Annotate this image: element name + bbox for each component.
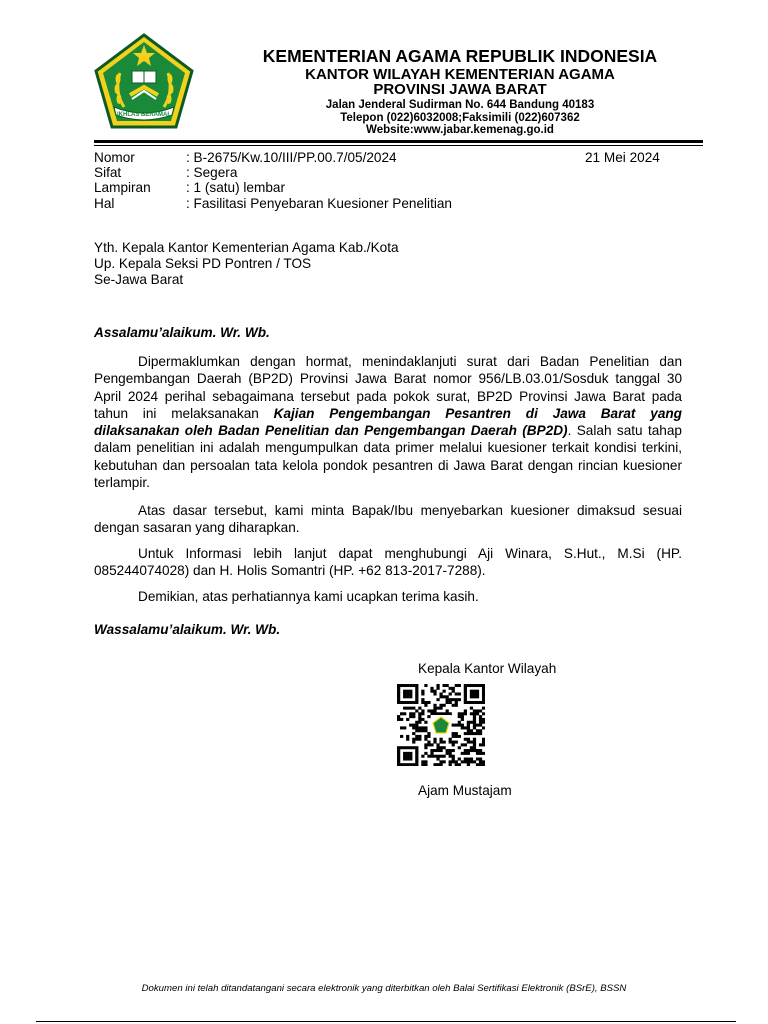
paragraph-line: Atas dasar tersebut, kami minta Bapak/Ibu menyebarkan kuesioner dimaksud sesuai	[138, 503, 682, 518]
greeting: Assalamu’alaikum. Wr. Wb.	[94, 325, 270, 340]
ministry-logo	[92, 33, 196, 131]
paragraph-text: tahun ini melaksanakan	[94, 405, 274, 421]
recipient-line: Se-Jawa Barat	[94, 272, 184, 287]
paragraph-line: 085244074028) dan H. Holis Somantri (HP. +62 813-2017-7288).	[94, 563, 486, 579]
paragraph-line: Pengembangan Daerah (BP2D) Provinsi Jawa Barat nomor 956/LB.03.01/Sosduk tanggal 30	[94, 371, 682, 387]
electronic-signature-note: Dokumen ini telah ditandatangani secara elektronik yang diterbitkan oleh Balai Sertifikasi Elektronik (BSrE), BSSN	[141, 983, 627, 994]
body-paragraph-3	[94, 545, 682, 580]
letterhead-phone: Telepon (022)6032008;Faksimili (022)607362	[340, 112, 580, 124]
letterhead-province: PROVINSI JAWA BARAT	[373, 81, 547, 98]
study-title-cont: dilaksanakan oleh Badan Penelitian dan Pengembangan Daerah (BP2D)	[94, 423, 568, 439]
body-paragraph-2	[94, 502, 682, 537]
recipient-line: Yth. Kepala Kantor Kementerian Agama Kab./Kota	[94, 240, 399, 255]
sifat-value: : Segera	[186, 165, 238, 180]
paragraph-line: Untuk Informasi lebih lanjut dapat menghubungi Aji Winara, S.Hut., M.Si (HP.	[138, 546, 682, 561]
lampiran-label: Lampiran	[94, 180, 151, 195]
lampiran-value: : 1 (satu) lembar	[186, 180, 285, 195]
paragraph-line: April 2024 perihal sebagaimana tersebut pada pokok surat, BP2D Provinsi Jawa Barat pada	[94, 388, 682, 404]
closing: Wassalamu’alaikum. Wr. Wb.	[94, 622, 281, 637]
signature-name: Ajam Mustajam	[418, 783, 512, 798]
letterhead-rule-thin	[94, 145, 703, 146]
paragraph-text: . Salah satu tahap	[567, 423, 682, 439]
recipient-line: Up. Kepala Seksi PD Pontren / TOS	[94, 256, 312, 271]
sifat-label: Sifat	[94, 165, 122, 180]
signature-qr-code	[397, 684, 485, 766]
paragraph-line: Dipermaklumkan dengan hormat, menindaklanjuti surat dari Badan Penelitian dan	[138, 354, 682, 369]
nomor-label: Nomor	[94, 150, 135, 165]
letter-date: 21 Mei 2024	[585, 150, 660, 165]
letterhead-rule	[94, 140, 703, 143]
body-paragraph-1	[94, 353, 682, 491]
paragraph-line: terlampir.	[94, 475, 150, 491]
paragraph-line	[94, 405, 682, 422]
paragraph-line: dengan sasaran yang diharapkan.	[94, 520, 300, 536]
body-paragraph-4: Demikian, atas perhatiannya kami ucapkan terima kasih.	[138, 589, 479, 604]
hal-label: Hal	[94, 196, 115, 211]
nomor-value: : B-2675/Kw.10/III/PP.00.7/05/2024	[186, 150, 397, 165]
paragraph-line: dalam penelitian ini adalah mengumpulkan data primer melalui kuesioner terkait kondisi terkini,	[94, 440, 682, 456]
hal-value: : Fasilitasi Penyebaran Kuesioner Penelitian	[186, 196, 452, 211]
logo-motto: IKHLAS BERAMAL	[117, 112, 171, 118]
paragraph-line	[94, 422, 682, 439]
signature-title: Kepala Kantor Wilayah	[418, 661, 557, 676]
letterhead-office: KANTOR WILAYAH KEMENTERIAN AGAMA	[305, 66, 615, 83]
letterhead-ministry: KEMENTERIAN AGAMA REPUBLIK INDONESIA	[262, 46, 658, 66]
letterhead-address: Jalan Jenderal Sudirman No. 644 Bandung 40183	[325, 99, 595, 111]
study-title: Kajian Pengembangan Pesantren di Jawa Barat yang	[273, 405, 682, 421]
letterhead-website: Website:www.jabar.kemenag.go.id	[366, 124, 554, 136]
footer-rule	[36, 1021, 736, 1022]
paragraph-line: kebutuhan dan persoalan tata kelola pondok pesantren di Jawa Barat dengan rincian kuesioner	[94, 457, 682, 473]
